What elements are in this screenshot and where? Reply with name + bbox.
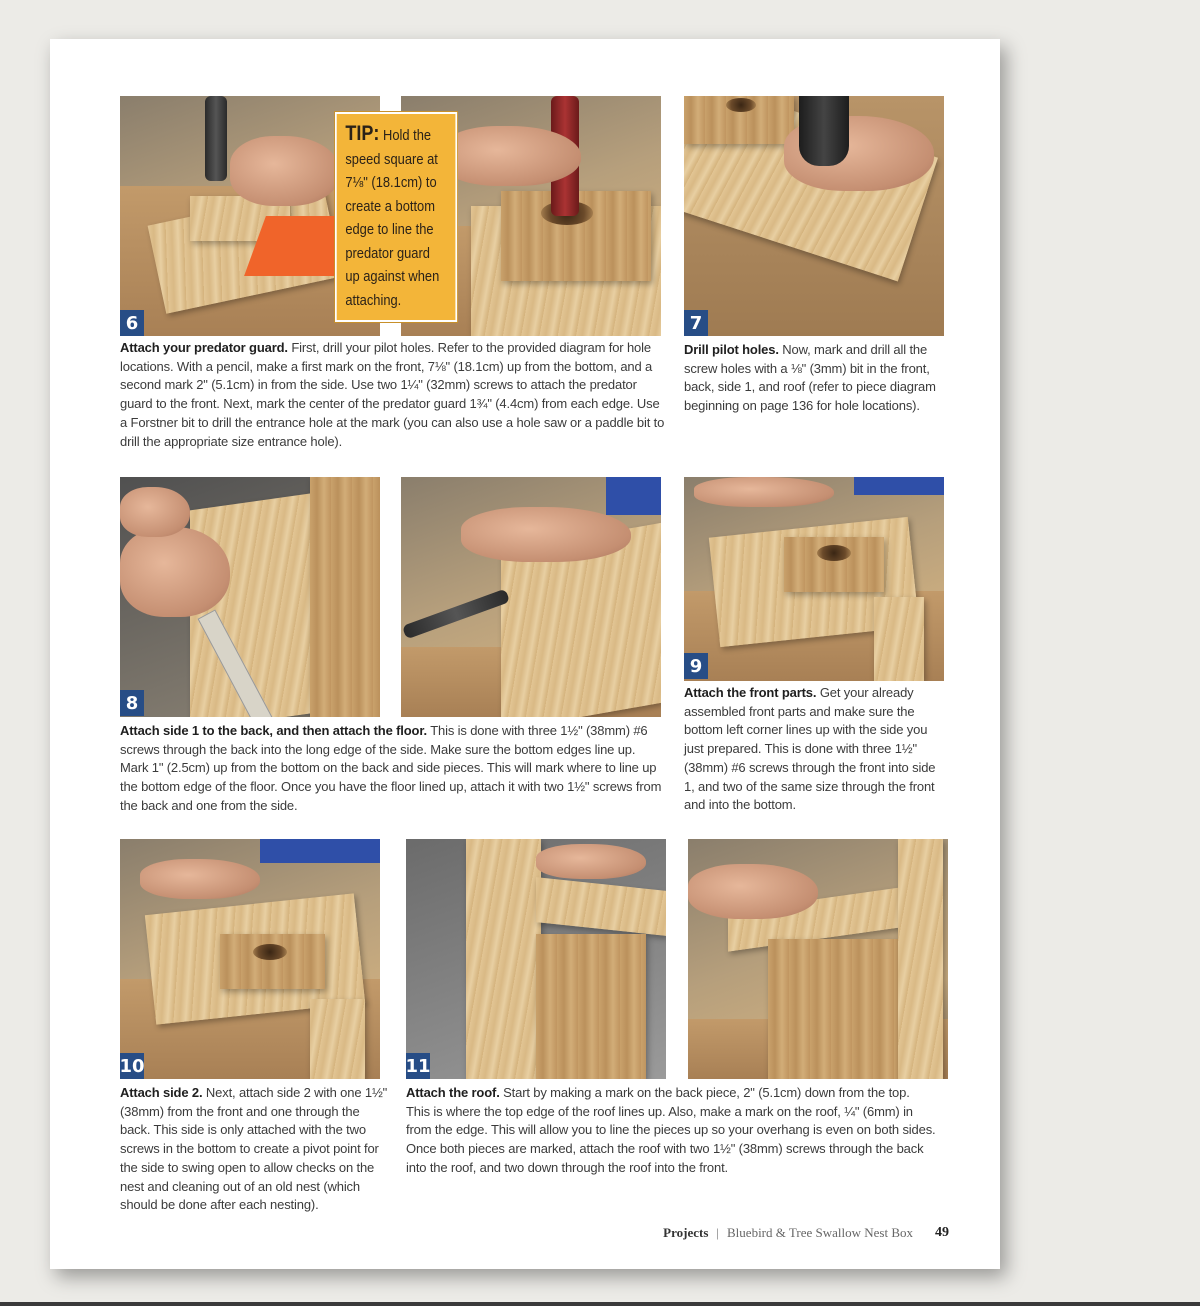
step-number-badge: 10: [120, 1053, 144, 1079]
step-title: Attach side 1 to the back, and then attach the floor.: [120, 723, 427, 738]
step-text: First, drill your pilot holes. Refer to the provided diagram for hole locations. With a pencil, make a first mark on the front, 7⅛" (18.1cm) up from the bottom, and a second mark 2" (5.1cm) in from the side. Use two 1¼" (32mm) screws to attach the predator guard to the front. Next, mark the center of the predator guard 1¾" (4.4cm) from each edge. Use a Forstner bit to drill the entrance hole at the mark (you can also use a hole saw or a paddle bit to drill the appropriate size entrance hole).: [120, 340, 665, 449]
tip-text: Hold the speed square at 7⅛" (18.1cm) to create a bottom edge to line the predator guard up against when attaching.: [345, 127, 440, 309]
step-title: Attach your predator guard.: [120, 340, 288, 355]
photo-step-7: [684, 96, 944, 336]
photo-step-8b: [401, 477, 661, 717]
step-number-badge: 9: [684, 653, 708, 679]
step-number-badge: 7: [684, 310, 708, 336]
step-title: Attach the roof.: [406, 1085, 500, 1100]
photo-step-10: [120, 839, 380, 1079]
tip-heading: TIP:: [345, 122, 380, 145]
footer-separator: |: [716, 1225, 720, 1240]
step-caption: [120, 722, 665, 816]
step-number-badge: 8: [120, 690, 144, 716]
step-title: Drill pilot holes.: [684, 342, 779, 357]
step-title: Attach the front parts.: [684, 685, 817, 700]
bottom-rule: [0, 1302, 1200, 1306]
footer-title: Bluebird & Tree Swallow Nest Box: [727, 1225, 913, 1240]
step-number-badge: 11: [406, 1053, 430, 1079]
step-text: Now, mark and drill all the screw holes with a ⅛" (3mm) bit in the front, back, side 1, and roof (refer to piece diagram beginning on page 136 for hole locations).: [684, 342, 936, 414]
footer-section: Projects: [663, 1225, 709, 1240]
step-text: Get your already assembled front parts and make sure the bottom left corner lines up with the side you just prepared. This is done with three 1½" (38mm) #6 screws through the front into side 1, and two of the same size through the front and into the bottom.: [684, 685, 936, 813]
step-text: This is done with three 1½" (38mm) #6 screws through the back into the long edge of the side. Make sure the bottom edges line up. Mark 1" (2.5cm) up from the bottom on the back and side pieces. This will mark where to line up the bottom edge of the floor. Once you have the floor lined up, attach it with two 1½" screws from the back and one from the side.: [120, 723, 662, 813]
step-text: Start by making a mark on the back piece, 2" (5.1cm) down from the top. This is where the top edge of the roof lines up. Also, make a mark on the roof, ¼" (6mm) in from the edge. This will allow you to line the pieces up so your overhang is even on both sides. Once both pieces are marked, attach the roof with two 1½" (38mm) screws through the back into the roof, and two down through the roof into the front.: [406, 1085, 936, 1175]
step-caption: [120, 339, 665, 451]
photo-step-8: [120, 477, 380, 717]
step-caption: [684, 341, 946, 416]
step-number-badge: 6: [120, 310, 144, 336]
step-text: Next, attach side 2 with one 1½" (38mm) from the front and one through the back. This side is only attached with the two screws in the bottom to create a pivot point for the side to swing open to allow checks on the nest and cleaning out of an old nest (which should be done after each nesting).: [120, 1085, 388, 1213]
step-caption: [684, 684, 946, 815]
book-page: [50, 39, 1000, 1269]
photo-step-9: [684, 477, 944, 681]
photo-step-11b: [688, 839, 948, 1079]
step-caption: [406, 1084, 936, 1178]
tip-box: [335, 112, 457, 322]
page-number: 49: [935, 1225, 949, 1240]
step-title: Attach side 2.: [120, 1085, 203, 1100]
photo-step-11a: [406, 839, 666, 1079]
page-footer: [663, 1225, 949, 1241]
step-caption: [120, 1084, 390, 1215]
